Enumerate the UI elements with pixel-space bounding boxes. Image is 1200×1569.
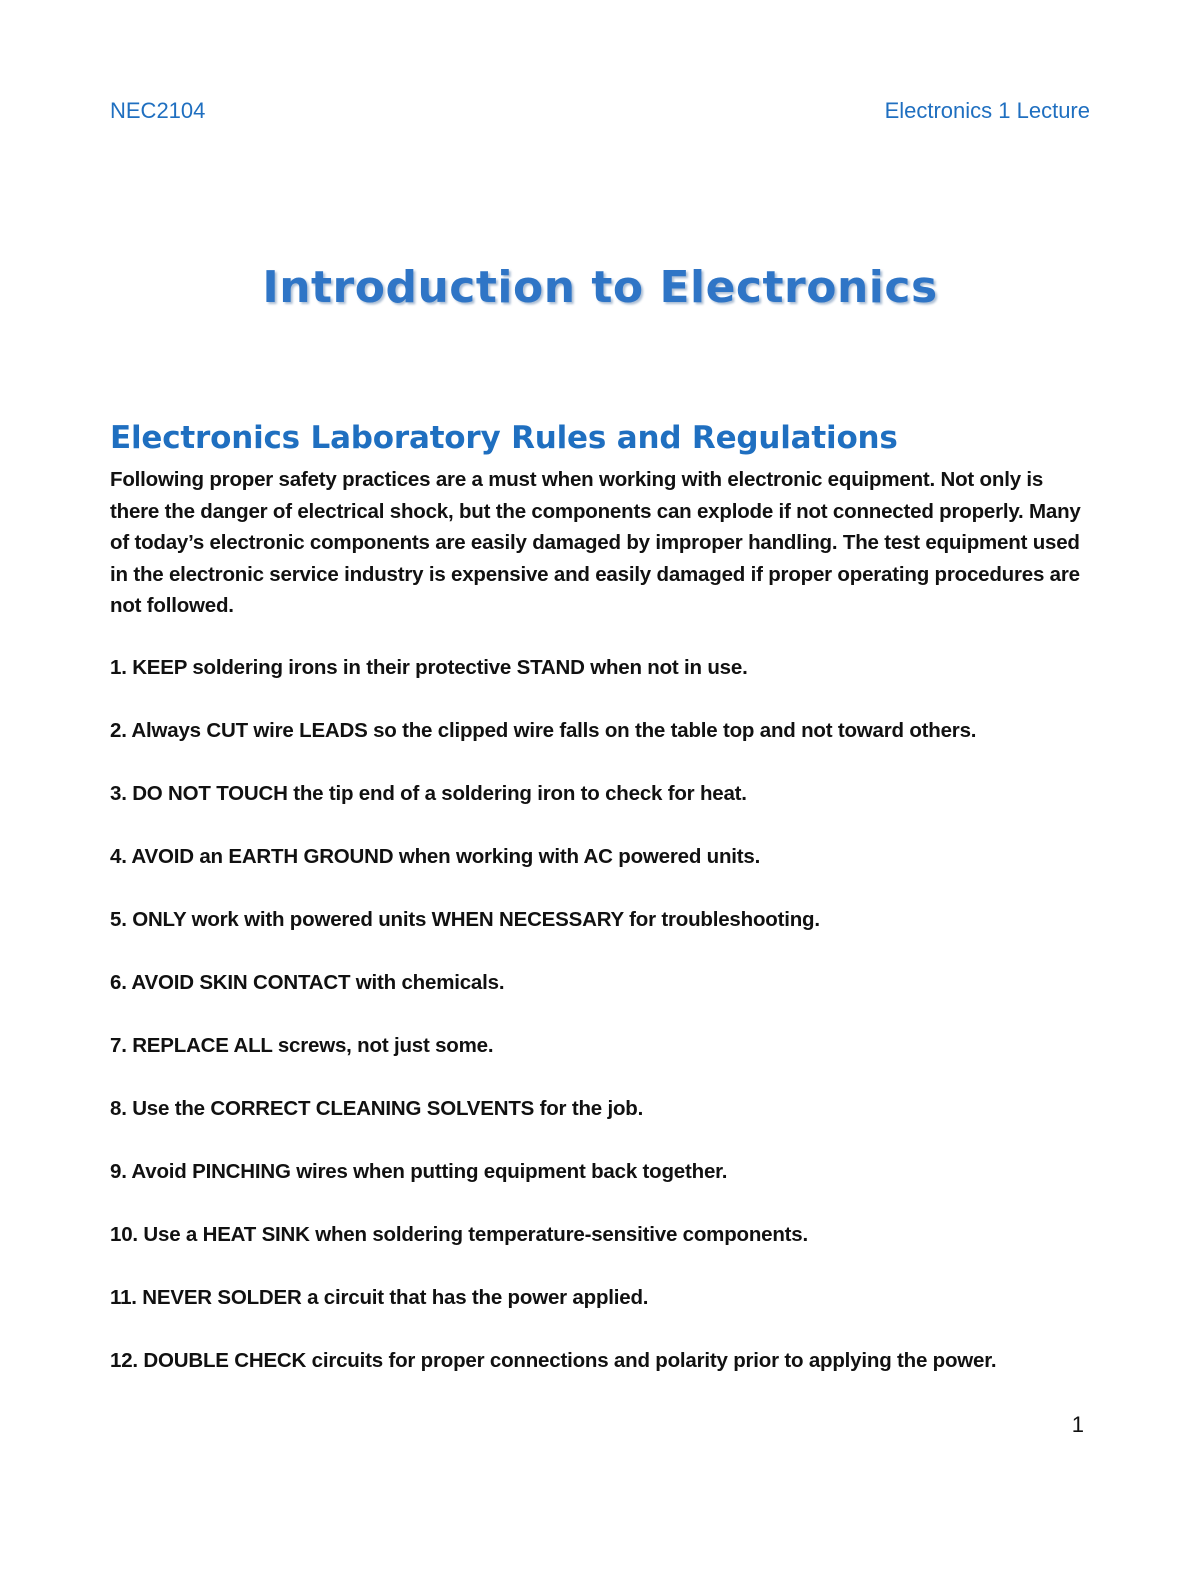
rule-item: 1. KEEP soldering irons in their protective STAND when not in use. — [110, 655, 748, 679]
rule-item: 6. AVOID SKIN CONTACT with chemicals. — [110, 970, 505, 994]
rule-item: 10. Use a HEAT SINK when soldering temperature-sensitive components. — [110, 1222, 809, 1246]
page-number: 1 — [1071, 1412, 1084, 1437]
rule-item: 12. DOUBLE CHECK circuits for proper connections and polarity prior to applying the power. — [110, 1348, 997, 1372]
rule-item: 11. NEVER SOLDER a circuit that has the power applied. — [110, 1285, 649, 1309]
rule-item: 3. DO NOT TOUCH the tip end of a soldering iron to check for heat. — [110, 781, 747, 805]
rule-item: 2. Always CUT wire LEADS so the clipped wire falls on the table top and not toward others. — [110, 718, 977, 742]
page-header — [110, 98, 1090, 130]
rule-item: 9. Avoid PINCHING wires when putting equipment back together. — [110, 1159, 728, 1183]
document-title: Introduction to Electronics — [262, 262, 938, 313]
document-body — [110, 420, 1095, 1408]
section-heading: Electronics Laboratory Rules and Regulations — [110, 420, 898, 456]
course-code: NEC2104 — [110, 98, 206, 123]
rules-list — [110, 652, 1095, 1376]
intro-paragraph: Following proper safety practices are a must when working with electronic equipment. Not only is there the danger of electrical shock, but the components can explode if not connected properly. Many of today’s electronic components are easily damaged by improper handling. The test equipment used in the electronic service industry is expensive and easily damaged if proper operating procedures are not followed. — [110, 468, 1081, 617]
lecture-label: Electronics 1 Lecture — [884, 98, 1090, 123]
rule-item: 4. AVOID an EARTH GROUND when working with AC powered units. — [110, 844, 761, 868]
rule-item: 7. REPLACE ALL screws, not just some. — [110, 1033, 494, 1057]
rule-item: 8. Use the CORRECT CLEANING SOLVENTS for the job. — [110, 1096, 644, 1120]
rule-item: 5. ONLY work with powered units WHEN NECESSARY for troubleshooting. — [110, 907, 820, 931]
